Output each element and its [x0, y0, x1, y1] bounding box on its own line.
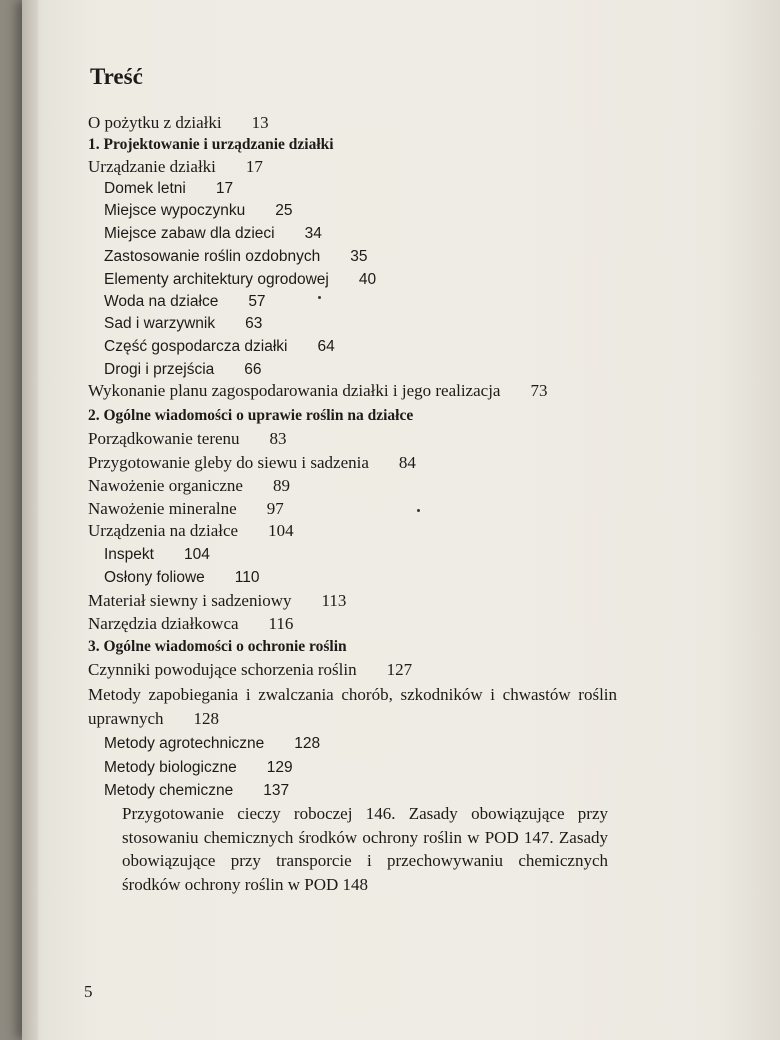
toc-entry-title: Porządkowanie terenu	[88, 429, 240, 448]
toc-entry	[88, 452, 416, 474]
page-number: 5	[84, 982, 93, 1001]
toc-entry-title: Czynniki powodujące schorzenia roślin	[88, 660, 357, 679]
toc-entry	[104, 178, 233, 200]
toc-entry-page: 129	[266, 759, 293, 776]
toc-entry	[88, 156, 263, 178]
page-gutter	[22, 0, 38, 1040]
toc-entry	[104, 757, 293, 779]
toc-entry-title: Część gospodarcza działki	[104, 338, 288, 355]
toc-entry-page: 127	[386, 660, 413, 679]
toc-entry-page: 110	[234, 569, 260, 586]
toc-chapter	[88, 134, 334, 156]
toc-entry	[104, 336, 335, 358]
toc-entry-page: 35	[350, 248, 368, 265]
toc-entry-page: 64	[317, 338, 335, 355]
toc-entry-page: 17	[245, 157, 263, 176]
print-speck	[417, 509, 420, 512]
toc-entry-title: 1. Projektowanie i urządzanie działki	[88, 136, 334, 153]
toc-entry-page: 73	[530, 381, 548, 400]
toc-entry	[104, 200, 293, 222]
toc-title: Treść	[90, 64, 143, 89]
toc-entry	[88, 475, 290, 497]
toc-entry-page: 89	[272, 476, 290, 495]
toc-entry	[88, 590, 346, 612]
toc-entry-page: 63	[245, 315, 263, 332]
toc-entry-title: Sad i warzywnik	[104, 315, 216, 332]
toc-entry-title: Elementy architektury ogrodowej	[104, 271, 329, 288]
toc-entry	[88, 684, 720, 706]
toc-entry	[88, 613, 293, 635]
toc-entry-title: Urządzanie działki	[88, 157, 216, 176]
toc-entry	[104, 359, 262, 381]
toc-entry-page: 13	[251, 113, 269, 132]
toc-entry-title: Drogi i przejścia	[104, 361, 215, 378]
toc-entry-title: Metody zapobiegania i zwalczania chorób, szkodników i chwastów roślin	[88, 685, 618, 704]
toc-entry	[88, 380, 547, 402]
toc-entry-page: 84	[398, 453, 416, 472]
toc-entry-title: Materiał siewny i sadzeniowy	[88, 591, 292, 610]
toc-entry	[88, 659, 412, 681]
toc-entry-page: 25	[275, 202, 293, 219]
toc-entry-title: Domek letni	[104, 180, 186, 197]
toc-chapter	[88, 636, 347, 658]
toc-entry-title: Nawożenie mineralne	[88, 499, 237, 518]
toc-entry-page: 34	[304, 225, 322, 242]
toc-entry-page: 97	[266, 499, 284, 518]
toc-entry	[104, 313, 262, 335]
toc-entry	[104, 269, 376, 291]
toc-entry-page: 40	[358, 271, 377, 288]
toc-chapter	[88, 405, 413, 427]
toc-entry-title: Miejsce wypoczynku	[104, 202, 246, 219]
toc-entry	[104, 246, 368, 268]
toc-entry	[88, 708, 219, 730]
toc-entry-title: Miejsce zabaw dla dzieci	[104, 225, 275, 242]
toc-entry-title: O pożytku z działki	[88, 113, 222, 132]
toc-entry	[104, 291, 266, 313]
toc-entry-page: 128	[193, 709, 220, 728]
toc-entry-title: Wykonanie planu zagospodarowania działki i jego realizacja	[88, 381, 501, 400]
toc-entry	[104, 544, 210, 566]
toc-entry-title: Metody chemiczne	[104, 782, 234, 799]
toc-entry-title: Woda na działce	[104, 293, 219, 310]
toc-entry-page: 57	[248, 293, 266, 310]
toc-entry-page: 17	[215, 180, 234, 197]
toc-entry-title: 2. Ogólne wiadomości o uprawie roślin na działce	[88, 407, 414, 424]
toc-entry-title: Inspekt	[104, 546, 154, 563]
toc-entry-title: uprawnych	[88, 709, 164, 728]
toc-entry-page: 83	[269, 429, 287, 448]
toc-entry-title: Metody biologiczne	[104, 759, 237, 776]
toc-entry-page: 128	[294, 735, 321, 752]
toc-entry	[88, 498, 284, 520]
toc-entry-title: Urządzenia na działce	[88, 521, 239, 540]
toc-entry-page: 104	[183, 546, 210, 563]
toc-paragraph: Przygotowanie cieczy roboczej 146. Zasady obowiązujące przy stosowaniu chemicznych środków ochrony roślin w POD 147. Zasady obowiązujące przy transporcie i przechowywaniu chemicznych środków ochrony roślin w POD 148	[122, 804, 608, 894]
toc-entry-page: 113	[321, 591, 347, 610]
toc-entry-title: Przygotowanie gleby do siewu i sadzenia	[88, 453, 369, 472]
toc-entry-title: Zastosowanie roślin ozdobnych	[104, 248, 321, 265]
toc-entry	[104, 780, 289, 802]
toc-entry-page: 137	[263, 782, 290, 799]
toc-entry-page: 116	[268, 614, 294, 633]
print-speck	[318, 296, 321, 299]
toc-entry-page: 104	[268, 521, 294, 540]
toc-entry-title: 3. Ogólne wiadomości o ochronie roślin	[88, 638, 347, 655]
toc-entry-title: Metody agrotechniczne	[104, 735, 265, 752]
toc-entry	[88, 520, 294, 542]
toc-entry	[104, 733, 320, 755]
toc-entry-page: 66	[244, 361, 262, 378]
toc-entry-title: Nawożenie organiczne	[88, 476, 243, 495]
toc-entry	[88, 428, 287, 450]
toc-entry-title: Narzędzia działkowca	[88, 614, 239, 633]
toc-entry	[88, 112, 269, 134]
toc-entry	[104, 223, 322, 245]
toc-entry	[104, 567, 260, 589]
book-page	[22, 0, 780, 1040]
toc-entry-title: Osłony foliowe	[104, 569, 205, 586]
